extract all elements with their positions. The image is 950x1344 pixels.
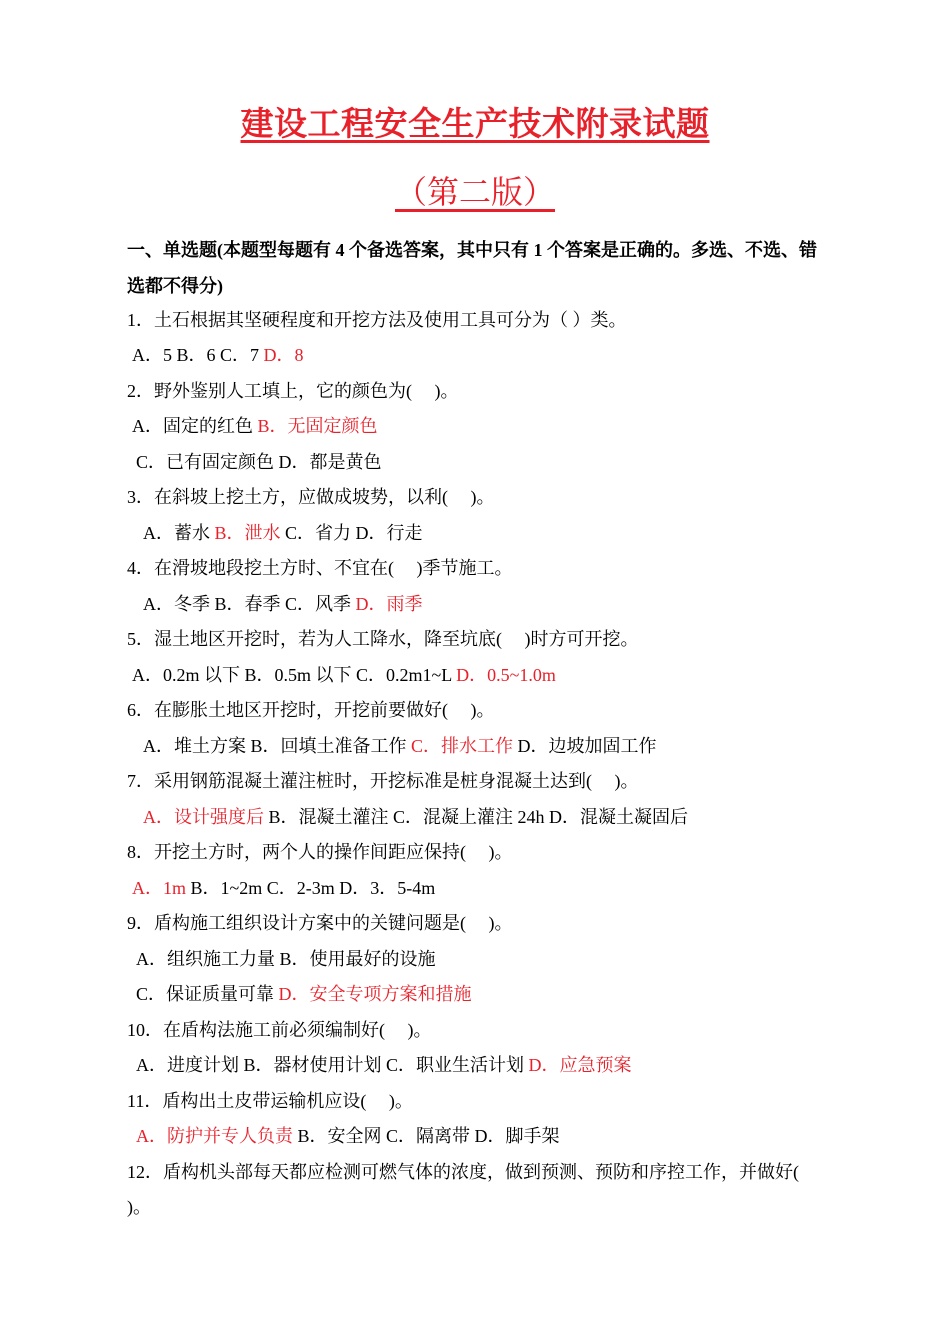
question-4-answer: D．雨季 — [355, 594, 423, 614]
question-11-options — [136, 1124, 836, 1148]
question-10-answer: D．应急预案 — [528, 1055, 632, 1075]
question-12-stem: 12．盾构机头部每天都应检测可燃气体的浓度，做到预测、预防和序控工作，并做好( — [127, 1162, 799, 1182]
question-6-options — [143, 734, 843, 758]
question-3-options-text: A．蓄水 — [143, 523, 215, 543]
question-10-options-text: A．进度计划 B．器材使用计划 C．职业生活计划 — [136, 1055, 529, 1075]
question-6-answer: C．排水工作 — [411, 736, 514, 756]
question-1-stem: 1．土石根据其坚硬程度和开挖方法及使用工具可分为（ ）类。 — [127, 310, 627, 330]
question-1-options — [132, 343, 832, 367]
section-heading: 一、单选题(本题型每题有 4 个备选答案，其中只有 1 个答案是正确的。多选、不选、错选都不得分) — [127, 240, 817, 296]
question-3-answer: B．泄水 — [214, 523, 281, 543]
question-4-options-text: A．冬季 B．春季 C．风季 — [143, 594, 356, 614]
question-5-answer: D．0.5~1.0m — [456, 665, 556, 685]
question-6-options-rest: D．边坡加固工作 — [513, 736, 657, 756]
question-12-stem-continued: )。 — [127, 1197, 151, 1217]
question-10-options — [136, 1053, 836, 1077]
question-1-options-text: A．5 B．6 C．7 — [132, 345, 264, 365]
question-9-options-text: C．保证质量可靠 — [136, 984, 279, 1004]
question-8-options-rest: B．1~2m C．2-3m D．3．5-4m — [186, 878, 436, 898]
question-2-options-text: A．固定的红色 — [132, 416, 258, 436]
question-8-stem: 8．开挖土方时，两个人的操作间距应保持( )。 — [127, 842, 513, 862]
question-6-stem: 6．在膨胀土地区开挖时，开挖前要做好( )。 — [127, 700, 495, 720]
question-7-stem: 7．采用钢筋混凝土灌注桩时，开挖标准是桩身混凝土达到( )。 — [127, 771, 639, 791]
question-2-options-row-1 — [132, 414, 832, 438]
question-9-options-row-1: A．组织施工力量 B．使用最好的设施 — [136, 949, 436, 969]
question-5-options — [132, 663, 832, 687]
question-5-stem: 5．湿土地区开挖时，若为人工降水，降至坑底( )时方可开挖。 — [127, 629, 639, 649]
question-4-options — [143, 592, 843, 616]
question-11-stem: 11．盾构出土皮带运输机应设( )。 — [127, 1091, 413, 1111]
question-9-stem: 9．盾构施工组织设计方案中的关键问题是( )。 — [127, 913, 513, 933]
question-11-options-rest: B．安全网 C．隔离带 D．脚手架 — [293, 1126, 560, 1146]
question-7-options-rest: B．混凝土灌注 C．混凝上灌注 24h D．混凝土凝固后 — [264, 807, 689, 827]
question-3-options-rest: C．省力 D．行走 — [280, 523, 423, 543]
question-3-stem: 3．在斜坡上挖土方，应做成坡势，以利( )。 — [127, 487, 495, 507]
question-11-answer: A．防护并专人负责 — [136, 1126, 293, 1146]
document-subtitle: （第二版） — [394, 174, 555, 210]
question-5-options-text: A．0.2m 以下 B．0.5m 以下 C．0.2m1~L — [132, 665, 457, 685]
document-title: 建设工程安全生产技术附录试题 — [240, 107, 710, 143]
question-8-answer: A．1m — [132, 878, 186, 898]
question-2-answer: B．无固定颜色 — [257, 416, 378, 436]
question-8-options — [132, 876, 832, 900]
question-2-options-row-2: C．已有固定颜色 D．都是黄色 — [136, 452, 382, 472]
question-10-stem: 10．在盾构法施工前必须编制好( )。 — [127, 1020, 432, 1040]
question-6-options-text: A．堆土方案 B．回填土准备工作 — [143, 736, 412, 756]
question-7-options — [143, 805, 843, 829]
question-7-answer: A．设计强度后 — [143, 807, 264, 827]
question-3-options — [143, 521, 843, 545]
question-9-answer: D．安全专项方案和措施 — [278, 984, 472, 1004]
question-9-options-row-2 — [136, 982, 836, 1006]
question-1-answer: D．8 — [263, 345, 304, 365]
question-4-stem: 4．在滑坡地段挖土方时、不宜在( )季节施工。 — [127, 558, 513, 578]
question-2-stem: 2．野外鉴别人工填上，它的颜色为( )。 — [127, 381, 459, 401]
